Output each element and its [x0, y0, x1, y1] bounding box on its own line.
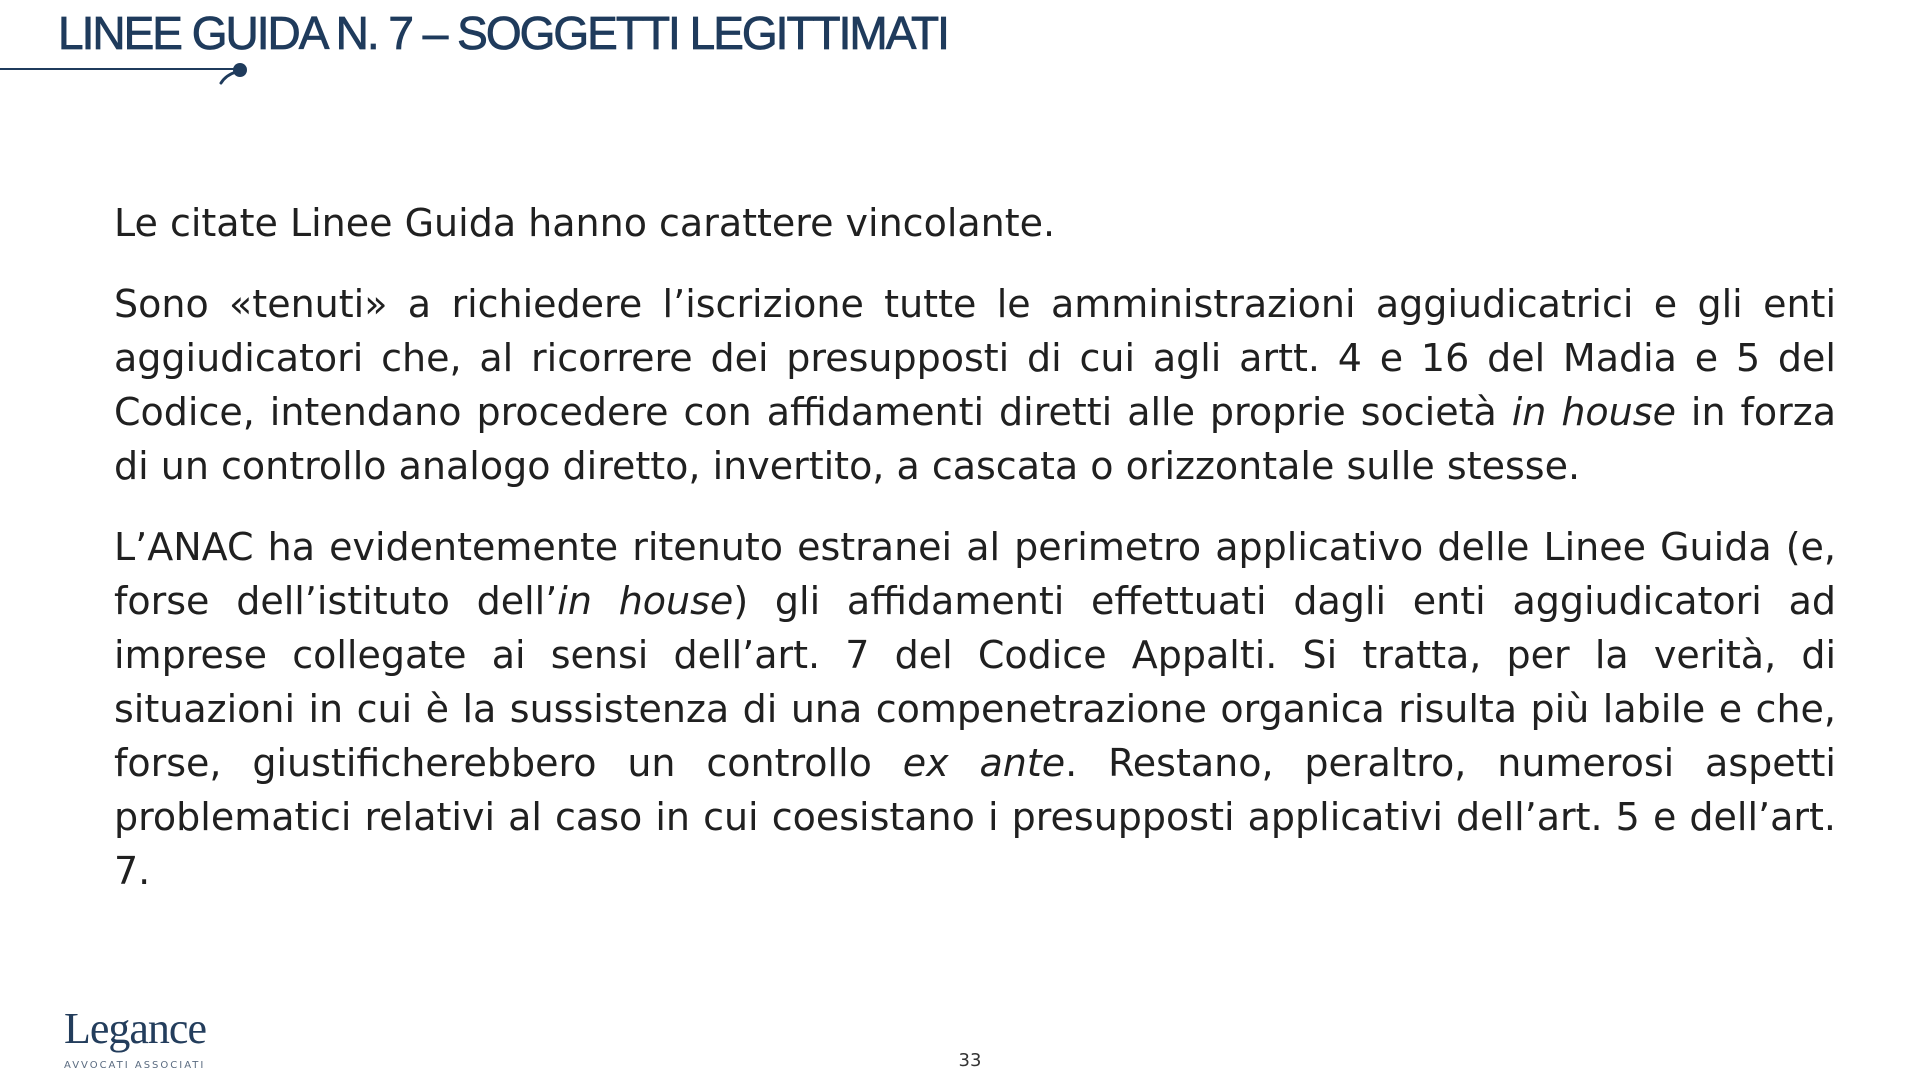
paragraph-3-text-b: ) gli affidamenti effettuati dagli enti aggiudicatori ad imprese collegate ai sensi dell’art. 7 del Codice Appalti. Si tratta, per la verità, di situazioni in cui è la sussistenza di una compenetrazione organica risulta più labile e che, forse, giustificherebbero un controllo	[114, 579, 1836, 785]
paragraph-3-italic-1: in house	[557, 579, 734, 623]
underline-dot	[233, 63, 247, 77]
body-text	[114, 196, 1836, 925]
legance-logo	[64, 1006, 224, 1071]
page-number: 33	[958, 1050, 982, 1071]
title-underline	[0, 58, 260, 88]
paragraph-3-text-a: L’ANAC ha evidentemente ritenuto estranei al perimetro applicativo delle Linee Guida (e, forse dell’istituto dell’	[114, 525, 1836, 623]
paragraph-2-text-b: in forza di un controllo analogo diretto, invertito, a cascata o orizzontale sulle stesse.	[114, 390, 1836, 488]
paragraph-1-text: Le citate Linee Guida hanno carattere vincolante.	[114, 201, 1056, 245]
underline-tail	[221, 72, 236, 83]
paragraph-2-italic: in house	[1511, 390, 1676, 434]
paragraph-3-italic-2: ex ante	[902, 741, 1066, 785]
paragraph-2-text-a: Sono «tenuti» a richiedere l’iscrizione tutte le amministrazioni aggiudicatrici e gli enti aggiudicatori che, al ricorrere dei presupposti di cui agli artt. 4 e 16 del Madia e 5 del Codice, intendano procedere con affidamenti diretti alle proprie società	[114, 282, 1836, 434]
page-title: LINEE GUIDA N. 7 – SOGGETTI LEGITTIMATI	[58, 7, 948, 59]
paragraph-1	[114, 196, 1836, 250]
logo-subtitle: AVVOCATI ASSOCIATI	[64, 1060, 206, 1071]
logo-wordmark: Legance	[64, 1004, 206, 1053]
paragraph-3-text-c: . Restano, peraltro, numerosi aspetti problematici relativi al caso in cui coesistano i presupposti applicativi dell’art. 5 e dell’art. 7.	[114, 741, 1836, 893]
paragraph-3	[114, 520, 1836, 898]
paragraph-2	[114, 277, 1836, 493]
